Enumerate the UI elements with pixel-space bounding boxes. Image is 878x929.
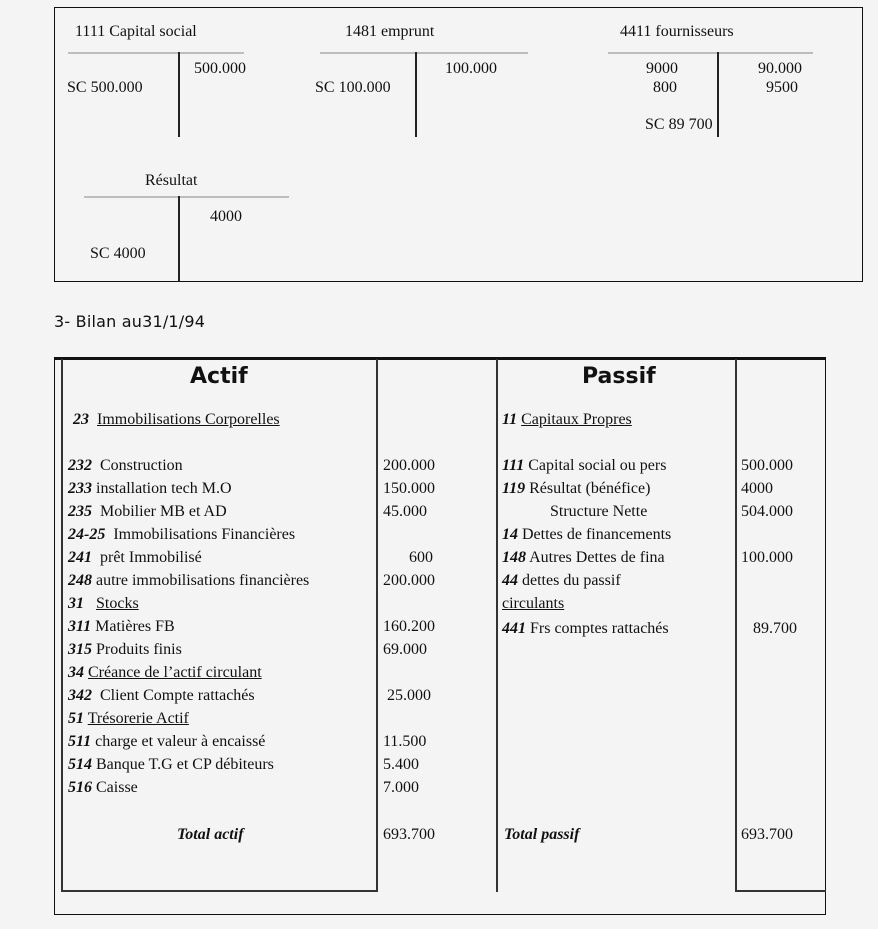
account-label: Autres Dettes de fina	[529, 549, 665, 566]
account-code: 315	[68, 641, 92, 658]
actif-amount: 160.200	[383, 618, 435, 635]
t-account-divider	[717, 52, 719, 137]
passif-amount: 500.000	[741, 457, 793, 474]
passif-row	[502, 410, 632, 429]
actif-row	[73, 410, 280, 429]
account-label: Dettes de financements	[522, 526, 672, 543]
account-code: 248	[68, 572, 92, 589]
account-code: 441	[502, 620, 526, 637]
actif-row	[68, 456, 183, 475]
actif-amount: 7.000	[383, 779, 419, 796]
t-account-credit-amount: 100.000	[445, 60, 497, 77]
account-label: Créance de l’actif circulant	[88, 664, 262, 681]
actif-row	[68, 617, 175, 636]
account-code: 119	[502, 480, 526, 497]
account-label: charge et valeur à encaissé	[95, 733, 266, 750]
account-code: 241	[68, 549, 92, 566]
actif-amount: 25.000	[387, 687, 431, 704]
account-label: Frs comptes rattachés	[530, 620, 669, 637]
passif-row	[502, 594, 564, 613]
account-code: 148	[502, 549, 526, 566]
account-label: Construction	[100, 457, 183, 474]
t-account-balance: SC 4000	[90, 245, 146, 262]
account-label: Produits finis	[96, 641, 182, 658]
actif-amount: 69.000	[383, 641, 427, 658]
account-code: 23	[73, 411, 89, 428]
t-account-title-fournisseurs: 4411 fournisseurs	[620, 23, 734, 40]
t-account-balance: SC 100.000	[315, 79, 391, 96]
t-account-balance: SC 500.000	[67, 79, 143, 96]
account-code: 111	[502, 457, 525, 474]
actif-amount: 200.000	[383, 572, 435, 589]
actif-row	[68, 525, 295, 544]
passif-row	[502, 456, 666, 475]
actif-amount: 11.500	[383, 733, 427, 750]
passif-row	[550, 502, 647, 521]
passif-row	[502, 571, 621, 590]
account-label: Client Compte rattachés	[100, 687, 255, 704]
account-label: dettes du passif	[522, 572, 621, 589]
t-accounts-panel	[54, 7, 863, 282]
account-code: 516	[68, 779, 92, 796]
account-label: Trésorerie Actif	[87, 710, 189, 727]
t-account-debit-amount: 9000	[646, 60, 678, 77]
actif-row	[68, 778, 138, 797]
passif-amount: 89.700	[753, 620, 797, 637]
actif-row	[68, 479, 232, 498]
t-account-credit-amount: 500.000	[194, 60, 246, 77]
account-label: installation tech M.O	[96, 480, 232, 497]
total-actif-amount: 693.700	[383, 826, 435, 843]
account-code: 44	[502, 572, 518, 589]
actif-amount: 5.400	[383, 756, 419, 773]
actif-row	[68, 548, 202, 567]
t-account-rule	[84, 196, 289, 198]
account-code: 34	[68, 664, 84, 681]
actif-row	[68, 732, 265, 751]
actif-row	[68, 594, 139, 613]
actif-row	[68, 663, 262, 682]
account-code: 342	[68, 687, 92, 704]
actif-amount: 150.000	[383, 480, 435, 497]
t-account-credit-amount: 9500	[766, 79, 798, 96]
t-account-title-emprunt: 1481 emprunt	[345, 23, 435, 40]
account-label: Banque T.G et CP débiteurs	[96, 756, 274, 773]
account-label: Immobilisations Financières	[113, 526, 296, 543]
actif-amount: 200.000	[383, 457, 435, 474]
account-label: Résultat (bénéfice)	[529, 480, 651, 497]
t-account-rule	[68, 52, 244, 54]
t-account-rule	[608, 52, 813, 54]
passif-row	[502, 479, 650, 498]
account-label: Caisse	[96, 779, 138, 796]
account-label: Structure Nette	[550, 503, 648, 520]
account-label: circulants	[502, 595, 565, 612]
account-code: 511	[68, 733, 92, 750]
account-label: Matières FB	[95, 618, 175, 635]
actif-amount: 45.000	[383, 503, 427, 520]
account-label: Immobilisations Corporelles	[97, 411, 280, 428]
t-account-divider	[415, 52, 417, 137]
t-account-credit-amount: 90.000	[758, 60, 802, 77]
actif-row	[68, 686, 255, 705]
actif-amount-divider	[376, 359, 378, 892]
passif-row	[502, 525, 671, 544]
account-label: autre immobilisations financières	[96, 572, 310, 589]
total-passif-label: Total passif	[504, 826, 580, 843]
actif-row	[68, 640, 182, 659]
passif-title: Passif	[582, 364, 656, 389]
account-label: Mobilier MB et AD	[100, 503, 227, 520]
actif-row	[68, 709, 189, 728]
account-code: 311	[68, 618, 92, 635]
actif-row	[68, 755, 274, 774]
account-code: 24-25	[68, 526, 106, 543]
t-account-rule	[320, 52, 528, 54]
actif-title: Actif	[190, 364, 248, 389]
t-account-balance: SC 89 700	[645, 116, 713, 133]
passif-row	[502, 548, 665, 567]
account-code: 31	[68, 595, 84, 612]
passif-amount: 4000	[741, 480, 773, 497]
actif-row	[68, 571, 309, 590]
total-actif-label: Total actif	[177, 826, 244, 843]
passif-left-border	[496, 359, 498, 892]
account-code: 232	[68, 457, 92, 474]
account-code: 235	[68, 503, 92, 520]
account-label: Capital social ou pers	[528, 457, 667, 474]
passif-amount: 100.000	[741, 549, 793, 566]
account-code: 233	[68, 480, 92, 497]
actif-amount: 600	[409, 549, 433, 566]
passif-amount: 504.000	[741, 503, 793, 520]
t-account-divider	[178, 196, 180, 282]
actif-row	[68, 502, 227, 521]
account-code: 14	[502, 526, 518, 543]
account-label: Stocks	[96, 595, 139, 612]
t-account-title-capital-social: 1111 Capital social	[75, 23, 197, 40]
account-label: Capitaux Propres	[521, 411, 632, 428]
t-account-title-resultat: Résultat	[145, 172, 198, 189]
account-code: 514	[68, 756, 92, 773]
account-label: prêt Immobilisé	[100, 549, 202, 566]
account-code: 51	[68, 710, 84, 727]
t-account-divider	[178, 52, 180, 137]
bilan-heading: 3- Bilan au31/1/94	[54, 312, 206, 331]
account-code: 11	[502, 411, 518, 428]
total-passif-amount: 693.700	[741, 826, 793, 843]
t-account-debit-amount: 800	[653, 79, 677, 96]
t-account-credit-amount: 4000	[210, 208, 242, 225]
passif-row	[502, 619, 669, 638]
